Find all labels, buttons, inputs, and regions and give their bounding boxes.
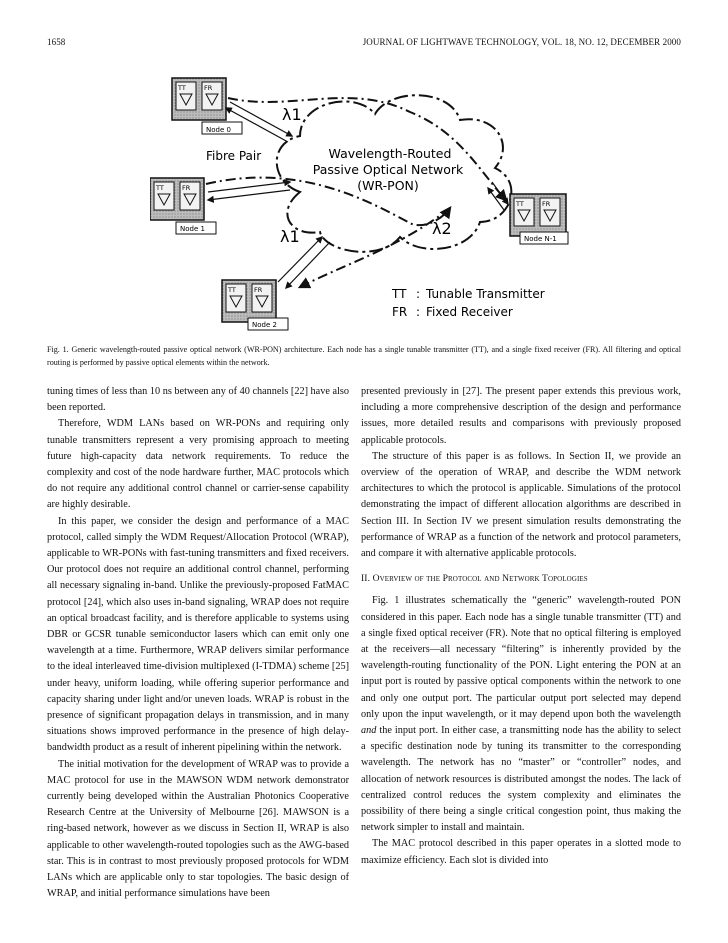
paragraph: In this paper, we consider the design and performance of a MAC protocol, called simply the WDM Request/Allocation Protocol (WRAP), applicable to WR-PONs with fast-tuning transmitters and fixed receivers. Our protocol does not require an additional control channel, performing all necessary signaling in-band. Unlike the previously-proposed FatMAC protocol [24], which also uses in-band signaling, WRAP does not require an optical broadcast facility, and is therefore applicable to systems using DBR or GCSR tunable semiconductor lasers which can emit only one wavelength at a time. Furthermore, WRAP delivers similar performance to the ideal interleaved time-division multiplexed (I-TDMA) scheme [25] under heavy, uniform loading, while offering superior performance and capacity sharing under light and/or uneven loads. WRAP is robust in the presence of significant propagation delays in transmission, and in many situations shows improved performance in the presence of high delay-bandwidth product as a result of inherent pipelining within the network. [47, 515, 349, 754]
lambda1-top: λ1 [282, 105, 302, 124]
node-2 [222, 280, 288, 330]
paragraph: The structure of this paper is as follows. In Section II, we provide an overview of the operation of WRAP, and describe the WDM network architectures to which the protocol is applicable. Simulations of the protocol demonstrating the impact of different allocation algorithms are described in Section III. In Section IV we present simulation results demonstrating the performance of WRAP as a function of the network and protocol parameters, and compare it with alternative applicable protocols. [361, 450, 681, 560]
section-heading [361, 571, 681, 587]
page-number: 1658 [47, 37, 66, 47]
lambda1-bottom: λ1 [280, 227, 300, 246]
paragraph: Therefore, WDM LANs based on WR-PONs and requiring only tunable transmitters represent a very promising approach to meeting future high-capacity data network requirements. To reduce the complexity and cost of the node hardware further, MAC protocols which do not require any additional control channel or carrier-sense capability are highly desirable. [47, 418, 349, 511]
right-column [361, 384, 681, 869]
node-1-label: Node 1 [180, 225, 205, 233]
left-column [47, 384, 349, 903]
cloud-title-2: Passive Optical Network [312, 162, 464, 177]
wr-pon-diagram [150, 72, 580, 334]
figure-legend [391, 287, 545, 319]
wavelength-paths [206, 98, 506, 287]
node-n-1-fr: FR [542, 200, 551, 208]
node-0-tt: TT [178, 84, 186, 92]
journal-title: JOURNAL OF LIGHTWAVE TECHNOLOGY, VOL. 18, NO. 12, DECEMBER 2000 [362, 37, 681, 47]
node-2-tt: TT [228, 286, 236, 294]
cloud-title-1: Wavelength-Routed [328, 146, 452, 161]
section-number: II. [361, 573, 373, 585]
paragraph: tuning times of less than 10 ns between any of 40 channels [22] have also been reported. [47, 386, 349, 414]
page-header [47, 37, 681, 51]
node-2-fr: FR [254, 286, 263, 294]
text-run: Fig. 1 illustrates schematically the “generic” wavelength-routed PON considered in this paper. Each node has a single tunable transmitter (TT) and a single fixed optical receiver (FR). Note that no optical filtering is employed at the receivers—all necessary “filtering” is inherently provided by the wavelength-routing functionality of the PON. Light entering the PON at an input port is routed by passive optical components within the network to one and only one output port. The particular output port selected may depend only upon the input wavelength, or it may depend upon both the wavelength [361, 595, 681, 720]
text-run: the input port. In either case, a transmitting node has the ability to select a specific destination node by tuning its transmitter to the corresponding wavelength. The network has no “master” or “controller” nodes, and allocation of network resources is distributed amongst the nodes. The lack of centralized control reduces the system complexity and eliminates the possibility of there being a single critical congestion point, thus making the network simpler to install and maintain. [361, 725, 681, 834]
paragraph [361, 593, 681, 836]
lambda2: λ2 [432, 219, 452, 238]
legend-tt-sep: : [416, 287, 421, 301]
node-1-tt: TT [156, 184, 164, 192]
node-0 [172, 78, 242, 134]
paragraph: presented previously in [27]. The present paper extends this previous work, including a more comprehensive description of the design and performance issues, more detailed results and comparisons with previously proposed applicable protocols. [361, 386, 681, 446]
paragraph: The MAC protocol described in this paper operates in a slotted mode to maximize efficiency. Each slot is divided into [361, 838, 681, 866]
node-n-1-label: Node N-1 [524, 235, 557, 243]
fibre-pair-label: Fibre Pair [206, 149, 262, 163]
figure-1 [150, 72, 580, 334]
node-0-label: Node 0 [206, 126, 231, 134]
emphasis: and [361, 725, 377, 737]
paragraph: The initial motivation for the development of WRAP was to provide a MAC protocol for use in the MAWSON WDM network demonstrator currently being developed within the Australian Photonics Cooperative Research Centre at the University of Melbourne [26]. MAWSON is a ring-based network, however as we discuss in Section II, WRAP is also applicable to other wavelength-routed topologies such as the AWG-based star. This is in contrast to most previously proposed protocols for WDM LANs which are applicable only to star topologies. The basic design of WRAP, and initial performance simulations have been [47, 758, 349, 900]
legend-tt-abbr: TT [392, 287, 407, 301]
node-n-1-tt: TT [516, 200, 524, 208]
legend-fr-abbr: FR [392, 305, 408, 319]
legend-fr-desc: Fixed Receiver [426, 305, 513, 319]
node-1-fr: FR [182, 184, 191, 192]
node-0-fr: FR [204, 84, 213, 92]
section-title: Overview of the Protocol and Network Topologies [372, 573, 588, 585]
cloud-title-3: (WR-PON) [357, 178, 419, 193]
legend-tt-desc: Tunable Transmitter [426, 287, 545, 301]
node-2-label: Node 2 [252, 321, 277, 329]
legend-fr-sep: : [416, 305, 421, 319]
node-n-1 [510, 194, 568, 244]
node-1 [150, 178, 216, 234]
figure-caption: Fig. 1. Generic wavelength-routed passive optical network (WR-PON) architecture. Each node has a single tunable transmitter (TT), and a single fixed receiver (FR). All filtering and optical routing is performed by passive optical elements within the network. [47, 345, 681, 367]
